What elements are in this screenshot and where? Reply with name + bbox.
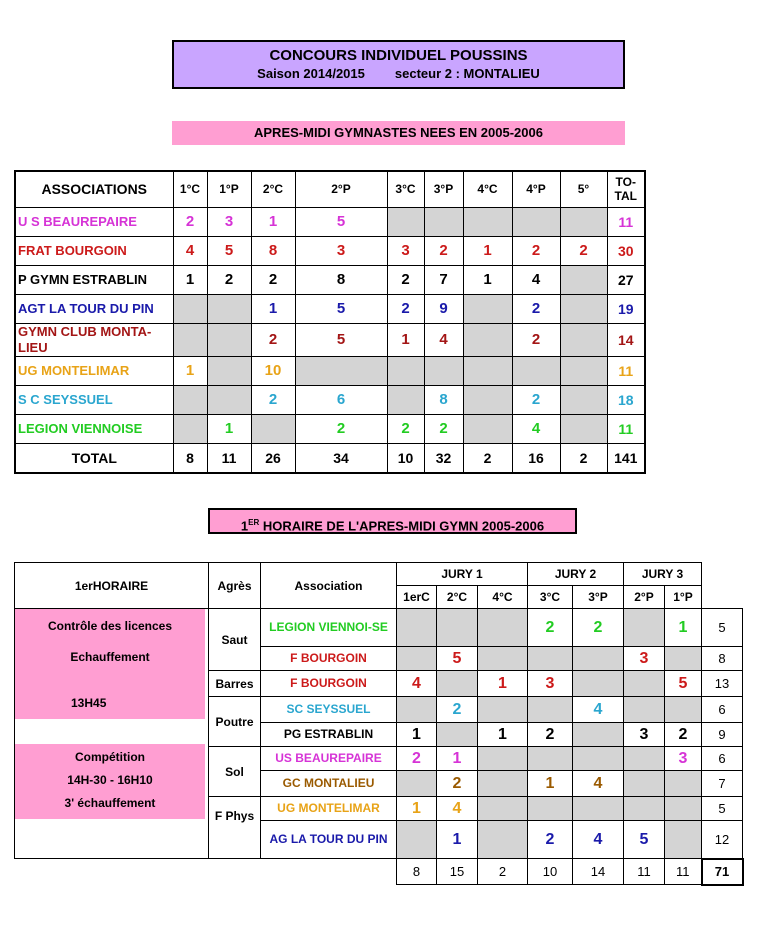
- jury-score: 1: [478, 671, 528, 697]
- club-name: GC MONTALIEU: [261, 771, 397, 797]
- season-label: Saison 2014/2015: [257, 66, 365, 81]
- jury-score: [665, 797, 702, 821]
- jury-score: [665, 647, 702, 671]
- score-cell: 2: [512, 294, 560, 323]
- jury-score: 3: [624, 647, 665, 671]
- jury-score: 2: [528, 821, 573, 859]
- score-cell: 2: [173, 207, 207, 236]
- jury-score: [437, 609, 478, 647]
- row-total: 11: [607, 207, 645, 236]
- apparatus-name: Sol: [209, 747, 261, 797]
- club-name: PG ESTRABLIN: [261, 723, 397, 747]
- jury-score: [624, 697, 665, 723]
- total-cell: 34: [295, 443, 387, 473]
- score-cell: 1: [251, 294, 295, 323]
- apparatus-name: Poutre: [209, 697, 261, 747]
- sub-blank: [702, 586, 743, 609]
- jury-score: 4: [573, 821, 624, 859]
- score-cell: [424, 356, 463, 385]
- score-cell: [207, 356, 251, 385]
- column-sum: 8: [397, 859, 437, 885]
- score-cell: 1: [463, 236, 512, 265]
- season-line: [174, 66, 623, 81]
- jury-score: [397, 647, 437, 671]
- club-name: LEGION VIENNOI-SE: [261, 609, 397, 647]
- jury-score: [573, 747, 624, 771]
- score-cell: 2: [560, 236, 607, 265]
- score-cell: 8: [295, 265, 387, 294]
- jury-score: [573, 723, 624, 747]
- column-header: 2°C: [251, 171, 295, 207]
- column-header: 4°C: [463, 171, 512, 207]
- score-cell: 2: [512, 323, 560, 356]
- score-cell: [173, 323, 207, 356]
- club-name: AG LA TOUR DU PIN: [261, 821, 397, 859]
- jury-score: 3: [665, 747, 702, 771]
- results-table: [14, 170, 646, 474]
- total-cell: 26: [251, 443, 295, 473]
- score-cell: [387, 385, 424, 414]
- jury-score: [397, 821, 437, 859]
- apparatus-name: Saut: [209, 609, 261, 671]
- association-name: UG MONTELIMAR: [15, 356, 173, 385]
- sub-header: 3°C: [528, 586, 573, 609]
- total-cell: 141: [607, 443, 645, 473]
- score-cell: [560, 265, 607, 294]
- row-total: 14: [607, 323, 645, 356]
- column-sum: 11: [665, 859, 702, 885]
- jury-score: [397, 697, 437, 723]
- schedule-row: [15, 609, 743, 647]
- jury-score: [437, 723, 478, 747]
- score-cell: [560, 385, 607, 414]
- jury-score: [437, 671, 478, 697]
- score-cell: [173, 385, 207, 414]
- score-cell: [463, 294, 512, 323]
- jury-score: [478, 697, 528, 723]
- row-total: 18: [607, 385, 645, 414]
- total-cell: 32: [424, 443, 463, 473]
- apparatus-name: Barres: [209, 671, 261, 697]
- results-row: [15, 414, 645, 443]
- sector-label: secteur 2 : MONTALIEU: [394, 66, 540, 81]
- sub-header: 1°P: [665, 586, 702, 609]
- score-cell: [173, 294, 207, 323]
- row-total: 11: [607, 356, 645, 385]
- jury-score: 4: [437, 797, 478, 821]
- column-header: 2°P: [295, 171, 387, 207]
- association-name: S C SEYSSUEL: [15, 385, 173, 414]
- score-cell: [463, 414, 512, 443]
- timing-column: [15, 609, 209, 859]
- score-cell: 2: [251, 265, 295, 294]
- club-name: F BOURGOIN: [261, 647, 397, 671]
- score-cell: 1: [463, 265, 512, 294]
- jury-score: 2: [437, 771, 478, 797]
- score-cell: [512, 207, 560, 236]
- warmup-label: Echauffement: [70, 650, 150, 664]
- association-name: FRAT BOURGOIN: [15, 236, 173, 265]
- score-cell: [560, 356, 607, 385]
- score-cell: [251, 414, 295, 443]
- jury-score: [624, 747, 665, 771]
- score-cell: 2: [512, 236, 560, 265]
- score-cell: 4: [424, 323, 463, 356]
- column-header: 4°P: [512, 171, 560, 207]
- jury-score: [573, 797, 624, 821]
- sub-header: 4°C: [478, 586, 528, 609]
- results-row: [15, 356, 645, 385]
- jury-score: 5: [665, 671, 702, 697]
- results-row: [15, 323, 645, 356]
- jury-score: 1: [437, 747, 478, 771]
- association-name: LEGION VIENNOISE: [15, 414, 173, 443]
- licence-check-block: [15, 609, 205, 719]
- column-sum: 10: [528, 859, 573, 885]
- total-cell: 8: [173, 443, 207, 473]
- jury-score: [573, 647, 624, 671]
- score-cell: 2: [387, 294, 424, 323]
- jury-score: [624, 609, 665, 647]
- jury-score: [478, 647, 528, 671]
- column-header: 3°P: [424, 171, 463, 207]
- jury-score: [624, 671, 665, 697]
- jury-score: [665, 771, 702, 797]
- grand-total: 71: [702, 859, 743, 885]
- score-cell: 9: [424, 294, 463, 323]
- competition-title-box: [172, 40, 625, 89]
- club-name: SC SEYSSUEL: [261, 697, 397, 723]
- jury-score: 4: [573, 771, 624, 797]
- competition-block: [15, 744, 205, 819]
- competition-label: Compétition: [75, 750, 145, 764]
- sums-blank: [15, 859, 397, 885]
- jury-score: 5: [437, 647, 478, 671]
- score-cell: 3: [387, 236, 424, 265]
- score-cell: 2: [207, 265, 251, 294]
- score-cell: [387, 356, 424, 385]
- row-total: 12: [702, 821, 743, 859]
- total-cell: 10: [387, 443, 424, 473]
- column-header: TO-TAL: [607, 171, 645, 207]
- score-cell: [207, 323, 251, 356]
- jury-score: [665, 697, 702, 723]
- jury-score: 3: [528, 671, 573, 697]
- score-cell: [463, 356, 512, 385]
- jury-score: [478, 771, 528, 797]
- row-total: 5: [702, 797, 743, 821]
- jury-score: 2: [437, 697, 478, 723]
- score-cell: 10: [251, 356, 295, 385]
- jury-score: [624, 797, 665, 821]
- row-total: 6: [702, 747, 743, 771]
- score-cell: 2: [424, 236, 463, 265]
- association-name: U S BEAUREPAIRE: [15, 207, 173, 236]
- score-cell: 6: [295, 385, 387, 414]
- column-sum: 14: [573, 859, 624, 885]
- association-name: P GYMN ESTRABLIN: [15, 265, 173, 294]
- jury-score: [478, 797, 528, 821]
- column-sum: 11: [624, 859, 665, 885]
- jury-score: 4: [573, 697, 624, 723]
- score-cell: 2: [424, 414, 463, 443]
- jury-score: [397, 609, 437, 647]
- total-label: TOTAL: [15, 443, 173, 473]
- row-total: 5: [702, 609, 743, 647]
- score-cell: 3: [207, 207, 251, 236]
- column-sum: 2: [478, 859, 528, 885]
- header-jury2: JURY 2: [528, 563, 624, 586]
- score-cell: 4: [512, 414, 560, 443]
- warmup-3min-label: 3' échauffement: [64, 796, 156, 810]
- score-cell: 5: [295, 323, 387, 356]
- score-cell: 2: [295, 414, 387, 443]
- jury-score: 2: [528, 723, 573, 747]
- score-cell: 5: [207, 236, 251, 265]
- row-total: 8: [702, 647, 743, 671]
- column-header: 3°C: [387, 171, 424, 207]
- jury-score: [528, 747, 573, 771]
- score-cell: [207, 385, 251, 414]
- jury-score: 1: [665, 609, 702, 647]
- sub-header: 2°P: [624, 586, 665, 609]
- jury-score: [573, 671, 624, 697]
- score-cell: 5: [295, 207, 387, 236]
- club-name: UG MONTELIMAR: [261, 797, 397, 821]
- jury-score: 1: [528, 771, 573, 797]
- results-row: [15, 265, 645, 294]
- score-cell: 8: [251, 236, 295, 265]
- score-cell: 5: [295, 294, 387, 323]
- association-name: AGT LA TOUR DU PIN: [15, 294, 173, 323]
- row-total: 7: [702, 771, 743, 797]
- score-cell: [424, 207, 463, 236]
- score-cell: 4: [173, 236, 207, 265]
- score-cell: 2: [512, 385, 560, 414]
- score-cell: [207, 294, 251, 323]
- score-cell: [173, 414, 207, 443]
- total-row: [15, 443, 645, 473]
- score-cell: [463, 385, 512, 414]
- jury-score: 2: [528, 609, 573, 647]
- sub-header: 2°C: [437, 586, 478, 609]
- column-header: ASSOCIATIONS: [15, 171, 173, 207]
- licence-check-label: Contrôle des licences: [47, 619, 173, 633]
- results-row: [15, 385, 645, 414]
- schedule-table: [14, 562, 744, 886]
- header-jury3: JURY 3: [624, 563, 702, 586]
- header-agres: Agrès: [209, 563, 261, 609]
- score-cell: [463, 207, 512, 236]
- jury-score: [478, 821, 528, 859]
- jury-score: 1: [397, 797, 437, 821]
- jury-score: [528, 647, 573, 671]
- row-total: 13: [702, 671, 743, 697]
- score-cell: [463, 323, 512, 356]
- score-cell: 1: [387, 323, 424, 356]
- competition-title: CONCOURS INDIVIDUEL POUSSINS: [269, 47, 528, 64]
- association-name: GYMN CLUB MONTA-LIEU: [15, 323, 173, 356]
- header-jury1: JURY 1: [397, 563, 528, 586]
- column-sum: 15: [437, 859, 478, 885]
- sub-header: 1erC: [397, 586, 437, 609]
- sums-row: [15, 859, 743, 885]
- score-cell: 2: [251, 385, 295, 414]
- jury-score: [397, 771, 437, 797]
- score-cell: 2: [251, 323, 295, 356]
- jury-score: 2: [573, 609, 624, 647]
- score-cell: [560, 323, 607, 356]
- score-cell: [560, 414, 607, 443]
- total-cell: 16: [512, 443, 560, 473]
- row-total: 19: [607, 294, 645, 323]
- jury-score: 2: [397, 747, 437, 771]
- score-cell: 3: [295, 236, 387, 265]
- score-cell: 1: [173, 265, 207, 294]
- score-cell: [295, 356, 387, 385]
- score-cell: 1: [173, 356, 207, 385]
- jury-score: [624, 771, 665, 797]
- score-cell: 2: [387, 265, 424, 294]
- jury-score: 3: [624, 723, 665, 747]
- schedule-banner: 1ER HORAIRE DE L'APRES-MIDI GYMN 2005-2006: [208, 508, 577, 534]
- results-row: [15, 207, 645, 236]
- jury-score: [665, 821, 702, 859]
- row-total: 27: [607, 265, 645, 294]
- score-cell: [560, 294, 607, 323]
- jury-score: 1: [397, 723, 437, 747]
- score-cell: 4: [512, 265, 560, 294]
- row-total: 30: [607, 236, 645, 265]
- score-cell: 7: [424, 265, 463, 294]
- header-blank: [702, 563, 743, 586]
- total-cell: 2: [560, 443, 607, 473]
- jury-score: 2: [665, 723, 702, 747]
- jury-score: 1: [478, 723, 528, 747]
- jury-score: [528, 797, 573, 821]
- score-cell: 8: [424, 385, 463, 414]
- jury-score: 4: [397, 671, 437, 697]
- score-cell: 2: [387, 414, 424, 443]
- column-header: 1°P: [207, 171, 251, 207]
- header-horaire: 1erHORAIRE: [15, 563, 209, 609]
- total-cell: 11: [207, 443, 251, 473]
- row-total: 6: [702, 697, 743, 723]
- jury-score: 1: [437, 821, 478, 859]
- total-cell: 2: [463, 443, 512, 473]
- score-cell: 1: [251, 207, 295, 236]
- jury-score: 5: [624, 821, 665, 859]
- column-header: 5°: [560, 171, 607, 207]
- row-total: 9: [702, 723, 743, 747]
- score-cell: [387, 207, 424, 236]
- club-name: US BEAUREPAIRE: [261, 747, 397, 771]
- club-name: F BOURGOIN: [261, 671, 397, 697]
- competition-time: 14H-30 - 16H10: [67, 773, 153, 787]
- score-cell: [560, 207, 607, 236]
- header-association: Association: [261, 563, 397, 609]
- sub-header: 3°P: [573, 586, 624, 609]
- start-time: 13H45: [71, 696, 107, 710]
- results-row: [15, 236, 645, 265]
- row-total: 11: [607, 414, 645, 443]
- results-row: [15, 294, 645, 323]
- column-header: 1°C: [173, 171, 207, 207]
- score-cell: [512, 356, 560, 385]
- jury-score: [528, 697, 573, 723]
- jury-score: [478, 747, 528, 771]
- jury-score: [478, 609, 528, 647]
- afternoon-banner: APRES-MIDI GYMNASTES NEES EN 2005-2006: [172, 121, 625, 145]
- score-cell: 1: [207, 414, 251, 443]
- apparatus-name: F Phys: [209, 797, 261, 859]
